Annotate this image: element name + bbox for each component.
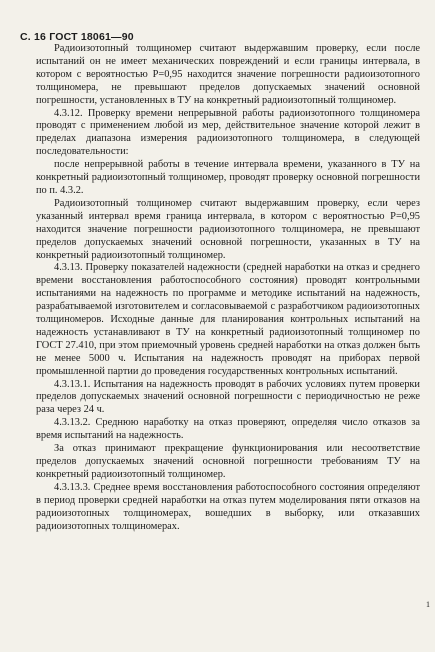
page-number: 1 [426, 600, 430, 609]
paragraph: 4.3.13.2. Среднюю наработку на отказ проверяют, определяя число отказов за время испытаний на надежность. [36, 417, 420, 442]
paragraph: 4.3.13. Проверку показателей надежности (средней наработки на отказ и среднего времени восстановления работоспособного состояния) проводят контрольными испытаниями на надежность по программе и методике испытаний на надежность, разрабатываемой изготовителем и согласовываемой с разработчиком радиоизотопных толщиномеров. Исходные данные для планирования контрольных испытаний на надежность устанавливают в ТУ на конкретный радиоизотопный толщиномер по ГОСТ 27.410, при этом приемочный уровень средней наработки на отказ должен быть не менее 5000 ч. Испытания на надежность проводят на приборах первой промышленной партии до проведения государственных контрольных испытаний. [36, 262, 420, 377]
paragraph: За отказ принимают прекращение функционирования или несоответствие пределов допускаемых значений основной погрешности требованиям ТУ на конкретный радиоизотопный толщиномер. [36, 443, 420, 480]
page-header: С. 16 ГОСТ 18061—90 [20, 31, 134, 43]
paragraph: Радиоизотопный толщиномер считают выдержавшим проверку, если через указанный интервал время граница интервала, в котором с вероятностью P=0,95 находится значение погрешности радиоизотопного толщиномера, не превышают пределов допускаемых значений основной погрешности, указанных в ТУ на конкретный радиоизотопный толщиномер. [36, 197, 420, 261]
paragraph: 4.3.13.1. Испытания на надежность проводят в рабочих условиях путем проверки пределов допускаемых значений основной погрешности с периодичностью не реже раза через 24 ч. [36, 378, 420, 416]
paragraph: Радиоизотопный толщиномер считают выдержавшим проверку, если после испытаний он не имеет механических повреждений и если границы интервала, в котором с вероятностью P=0,95 находится значение погрешности радиоизотопного толщиномера, не превышают пределов допускаемых значений основной погрешности, установленных в ТУ на конкретный радиоизотопный толщиномер. [36, 43, 420, 106]
paragraph: после непрерывной работы в течение интервала времени, указанного в ТУ на конкретный радиоизотопный толщиномер, проводят проверку основной погрешности по п. 4.3.2. [36, 159, 420, 196]
document-body [36, 43, 420, 533]
paragraph: 4.3.12. Проверку времени непрерывной работы радиоизотопного толщиномера проводят с применением любой из мер, действительное значение которой лежит в пределах диапазона измерения радиоизотопного толщиномера, в следующей последовательности: [36, 107, 420, 158]
paragraph: 4.3.13.3. Среднее время восстановления работоспособного состояния определяют в период проверки средней наработки на отказ путем моделирования пяти отказов на радиоизотопных толщиномерах, вошедших в выборку, или отказавших радиоизотопных толщиномерах. [36, 481, 420, 532]
